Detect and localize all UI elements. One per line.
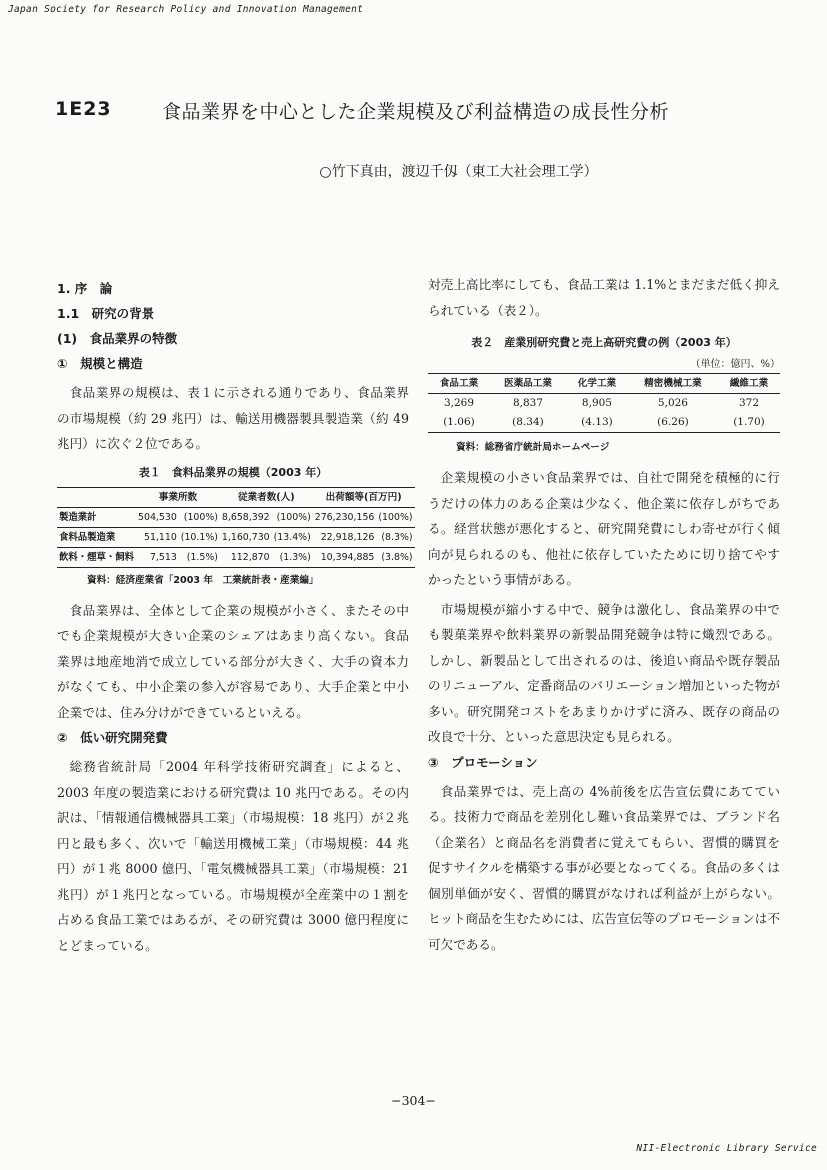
section-heading-1-1: 1.1 研究の背景: [57, 306, 155, 321]
table-cell: (1.06): [443, 416, 475, 428]
table-cell: 51,110: [136, 527, 179, 547]
paper-title: 食品業界を中心とした企業規模及び利益構造の成長性分析: [162, 101, 670, 123]
table2-source: 資料：総務省庁統計局ホームページ: [456, 442, 610, 453]
table2-header: 化学工業: [566, 374, 628, 394]
table2-caption: 表２ 産業別研究費と売上高研究費の例（2003 年）: [471, 336, 737, 349]
paragraph: 対売上高比率にしても、食品工業は 1.1%とまだまだ低く抑えられている（表２）。: [428, 277, 780, 318]
table-cell: (13.4%): [272, 527, 313, 547]
paragraph: 市場規模が縮小する中で、競争は激化し、食品業界の中でも製菓業界や飲料業界の新製品開発競争は特に熾烈である。しかし、新製品として出されるのは、後追い商品や既存製品のリニューアル、定番商品のバリエーション増加といった物が多い。研究開発コストをあまりかけずに済み、既存の商品の改良で十分、といった意思決定も見られる。: [428, 601, 780, 744]
table-cell: (4.13): [581, 416, 613, 428]
table-cell: 食料品製造業: [57, 527, 136, 547]
table-cell: (3.8%): [381, 551, 413, 563]
right-column: [428, 272, 780, 957]
table-cell: (8.3%): [376, 527, 414, 547]
table1-header-row: [57, 487, 415, 507]
table-cell: 7,513: [149, 551, 177, 563]
table1: [57, 487, 415, 568]
table2-unit: （単位：億円、%）: [690, 359, 780, 370]
table-cell: 372: [738, 397, 759, 409]
table1-header: 出荷額等(百万円): [313, 487, 415, 507]
authors-line: [0, 161, 827, 181]
table-cell: (1.5%): [186, 551, 218, 563]
table-cell: (1.3%): [279, 551, 311, 563]
table-row: [428, 413, 780, 433]
table1-caption: 表１ 食料品業界の規模（2003 年）: [138, 465, 328, 479]
table-cell: 5,026: [657, 397, 688, 409]
table2-header-row: [428, 374, 780, 394]
table-cell: 504,530: [136, 507, 179, 527]
table1-header: 従業者数(人): [220, 487, 313, 507]
table-cell: 22,918,126: [313, 527, 377, 547]
table-cell: 飲料・煙草・飼料: [59, 551, 135, 563]
table-cell: 276,230,156: [313, 507, 377, 527]
table-row: [57, 547, 415, 567]
table-cell: (100%): [179, 507, 220, 527]
paragraph: 食品業界では、売上高の 4%前後を広告宣伝費にあてている。技術力で商品を差別化し難い食品業界では、ブランド名（企業名）と商品名を消費者に覚えてもらい、習慣的購買を促すサイクルを構築する事が必要となってくる。食品の多くは個別単価が安く、習慣的購買がなければ利益が上がらない。ヒット商品を生むためには、広告宣伝等のプロモーションは不可欠である。: [428, 783, 780, 952]
table2-header: 繊維工業: [718, 374, 780, 394]
table2-header: 医薬品工業: [490, 374, 566, 394]
page-number: −304−: [391, 1093, 436, 1108]
table-cell: 112,870: [230, 551, 270, 563]
paragraph: 食品業界は、全体として企業の規模が小さく、またその中でも企業規模が大きい企業のシェアはあまり高くない。食品業界は地産地消で成立している部分が大きく、大手の資本力がなくても、中小企業の参入が容易であり、大手企業と中小企業では、住み分けができているといえる。: [57, 602, 409, 720]
paragraph: 総務省統計局「2004 年科学技術研究調査」によると、2003 年度の製造業における研究費は 10 兆円である。その内訳は、「情報通信機械器具工業」（市場規模：18 兆円）が２兆円と最も多く、次いで「輸送用機械工業」（市場規模：44 兆円）が１兆 8000 億円、「電気機械器具工業」（市場規模：21 兆円）が１兆円となっている。市場規模が全産業中の１割を占める食品工業ではあるが、その研究費は 3000 億円程度にとどまっている。: [57, 759, 409, 953]
section-heading-1: 1. 序 論: [57, 281, 113, 296]
table-cell: 8,658,392: [220, 507, 272, 527]
table2-header: 食品工業: [428, 374, 490, 394]
paper-id: 1E23: [55, 98, 112, 120]
left-column: [57, 276, 413, 958]
item-heading-scale: ① 規模と構造: [57, 356, 143, 371]
table-cell: (8.34): [512, 416, 544, 428]
paragraph: 企業規模の小さい食品業界では、自社で開発を積極的に行うだけの体力のある企業は少なく、他企業に依存しがちである。経営状態が悪化すると、研究開発費にしわ寄せが行く傾向が見られるのも、他社に依存していたために切り捨てやすかったという事情がある。: [428, 470, 780, 587]
subsection-heading: (1) 食品業界の特徴: [57, 331, 178, 346]
paragraph: 食品業界の規模は、表１に示される通りであり、食品業界の市場規模（約 29 兆円）は、輸送用機器製具製造業（約 49 兆円）に次ぐ２位である。: [57, 385, 409, 451]
table-cell: (6.26): [657, 416, 689, 428]
footer-library: NII-Electronic Library Service: [636, 1143, 817, 1154]
table-cell: 3,269: [443, 397, 475, 409]
table-cell: 8,905: [581, 397, 612, 409]
table-cell: (100%): [376, 507, 414, 527]
table-row: [428, 394, 780, 414]
table2: [428, 373, 780, 433]
table-cell: 10,394,885: [320, 551, 375, 563]
table-row: [57, 507, 415, 527]
table-cell: 製造業計: [57, 507, 136, 527]
table2-header: 精密機械工業: [628, 374, 718, 394]
table1-header: [57, 487, 136, 507]
table-cell: (1.70): [733, 416, 765, 428]
table-row: [57, 527, 415, 547]
table1-header: 事業所数: [136, 487, 220, 507]
table-cell: 8,837: [512, 397, 543, 409]
table-cell: (10.1%): [179, 527, 220, 547]
item-heading-rd: ② 低い研究開発費: [57, 730, 168, 745]
table1-source: 資料：経済産業省「2003 年 工業統計表・産業編」: [87, 574, 319, 586]
authors: ○竹下真由，渡辺千仭（東工大社会理工学）: [319, 164, 598, 180]
journal-header: Japan Society for Research Policy and Innovation Management: [8, 4, 364, 15]
item-heading-promotion: ③ プロモーション: [428, 754, 538, 770]
table-cell: (100%): [272, 507, 313, 527]
table-cell: 1,160,730: [220, 527, 272, 547]
